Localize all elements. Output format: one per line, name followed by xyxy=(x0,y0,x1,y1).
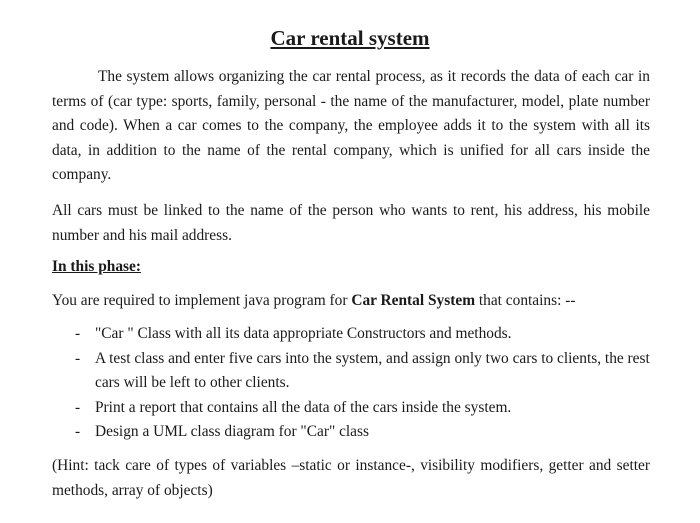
list-item xyxy=(75,396,655,421)
dash-marker: - xyxy=(75,325,81,342)
intro-bold-text: Car Rental System xyxy=(351,292,476,309)
intro-text: You are required to implement java program for xyxy=(52,292,352,309)
intro-paragraph xyxy=(52,289,650,314)
requirements-list xyxy=(75,322,655,445)
dash-marker: - xyxy=(75,349,81,367)
list-item-text: "Car " Class with all its data appropriate Constructors and methods. xyxy=(95,325,512,342)
intro-text-end: that contains: -- xyxy=(475,292,576,309)
dash-marker: - xyxy=(75,398,81,416)
list-item xyxy=(75,322,655,347)
document-title: Car rental system xyxy=(270,26,430,50)
list-item xyxy=(75,347,655,396)
description-paragraph: The system allows organizing the car rental process, as it records the data of each car in terms of (car type: sports, family, personal - the name of the manufacturer, model, plate number and code). When a car comes to the company, the employee adds it to the system with all its data, in addition to the name of the rental company, which is unified for all cars inside the company. xyxy=(52,68,650,183)
dash-marker: - xyxy=(75,423,81,440)
hint-paragraph: (Hint: tack care of types of variables –static or instance-, visibility modifiers, getter and setter methods, array of objects) xyxy=(52,457,650,499)
list-item xyxy=(75,420,655,445)
list-item-text: Print a report that contains all the data of the cars inside the system. xyxy=(95,398,512,416)
phase-heading: In this phase: xyxy=(52,258,141,275)
list-item-text: Design a UML class diagram for "Car" class xyxy=(95,423,369,440)
linking-paragraph: All cars must be linked to the name of the person who wants to rent, his address, his mobile number and his mail address. xyxy=(52,202,650,244)
list-item-text: A test class and enter five cars into the system, and assign only two cars to clients, the rest cars will be left to other clients. xyxy=(95,349,650,391)
